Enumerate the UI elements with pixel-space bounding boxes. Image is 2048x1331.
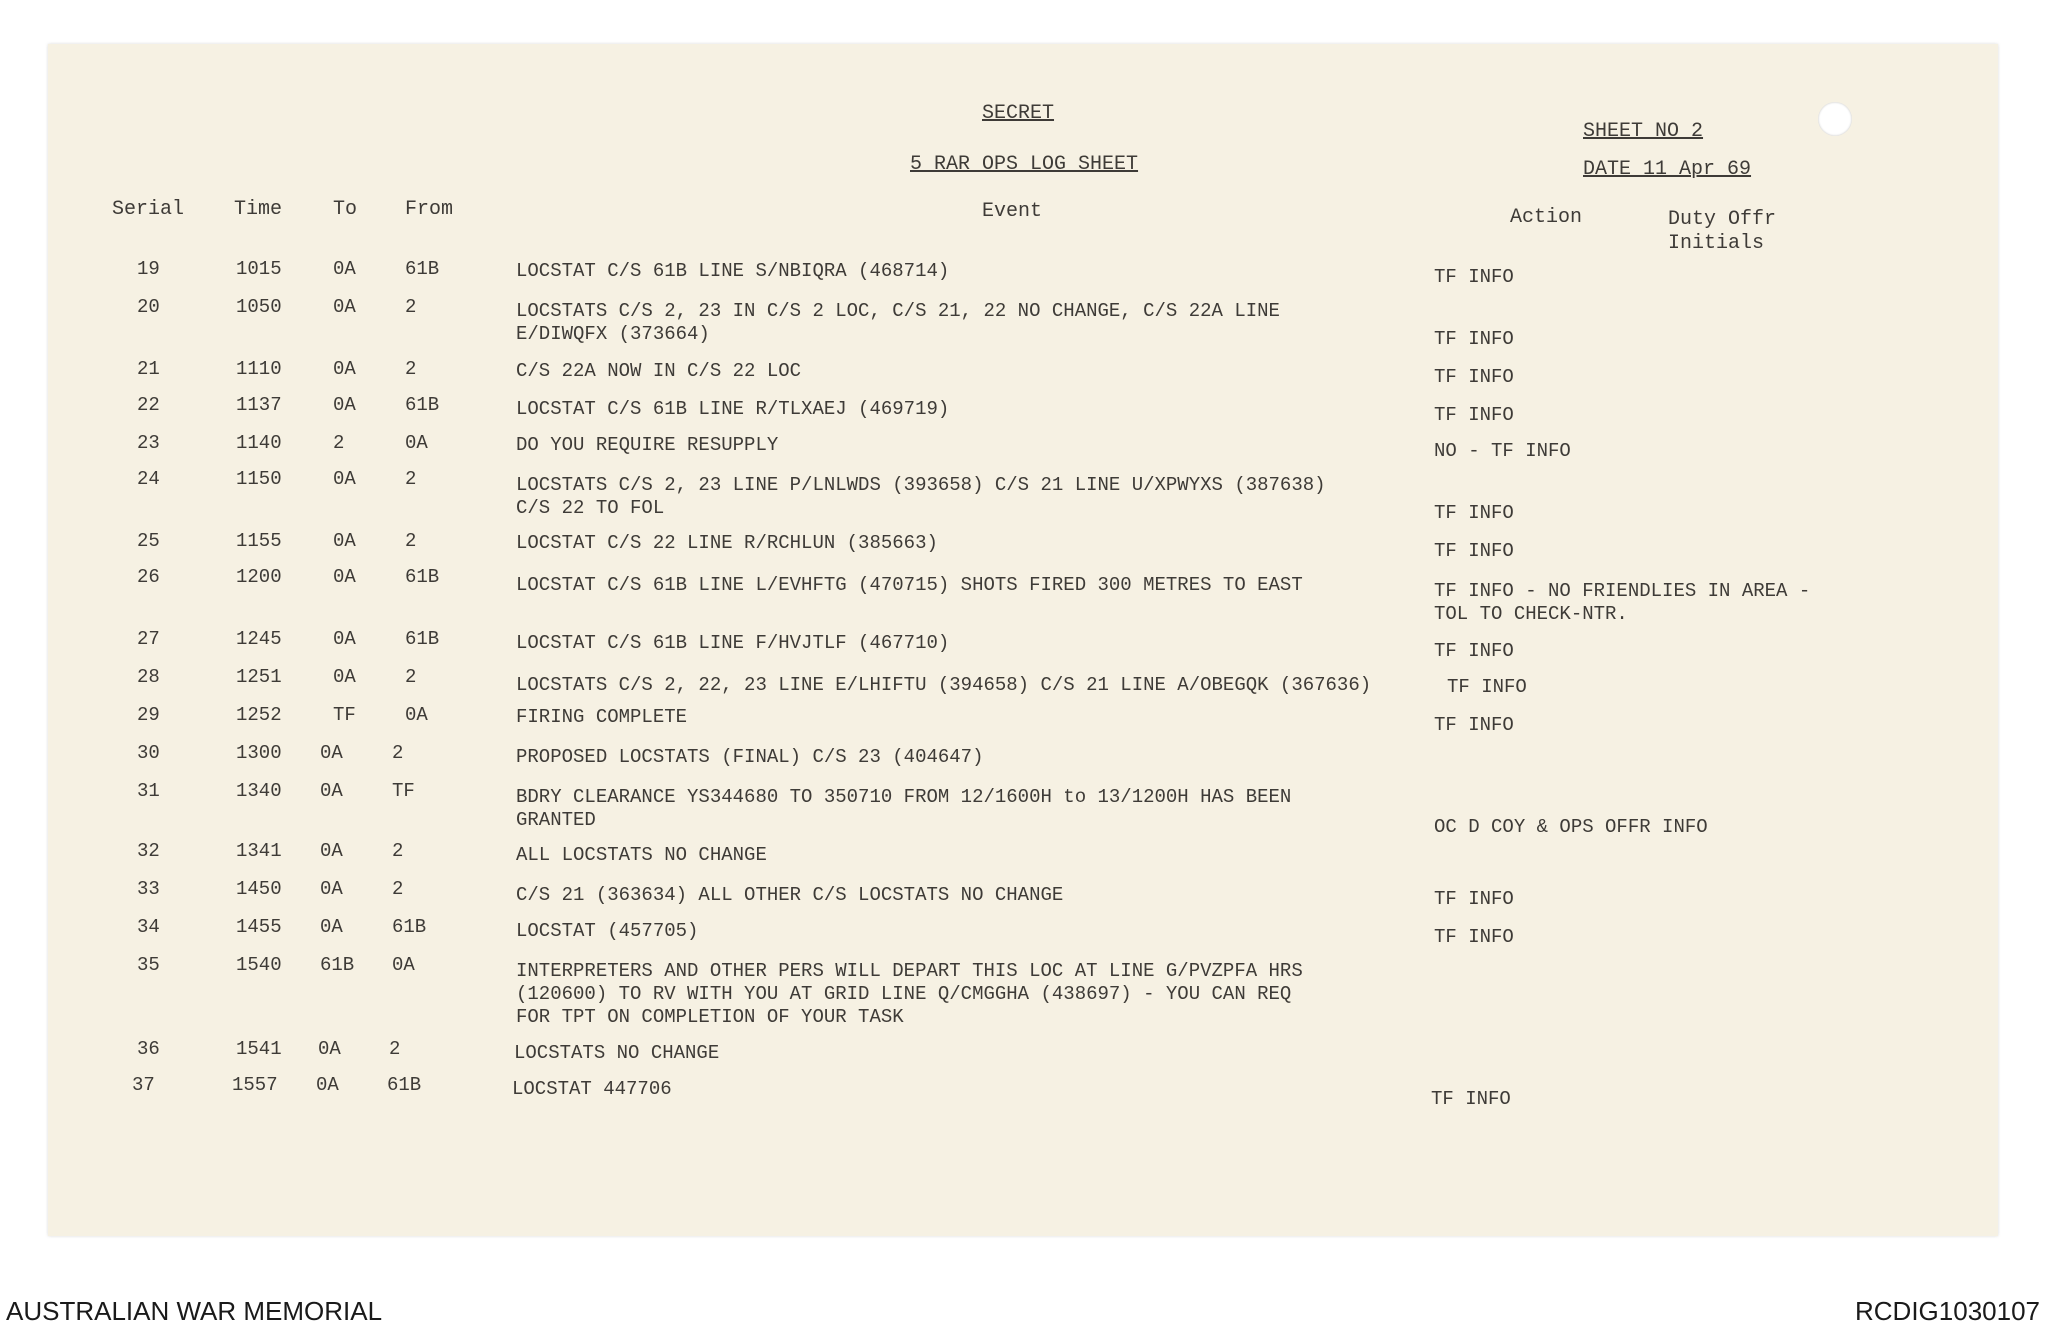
document-title: 5 RAR OPS LOG SHEET	[910, 153, 1139, 176]
entry-event: LOCSTATS C/S 2, 23 LINE P/LNLWDS (393658) C/S 21 LINE U/XPWYXS (387638) C/S 22 TO FOL	[516, 474, 1326, 519]
entry-to: TF	[333, 704, 356, 726]
entry-event: PROPOSED LOCSTATS (FINAL) C/S 23 (404647)	[516, 746, 984, 768]
entry-time: 1341	[236, 840, 282, 862]
entry-from: 61B	[405, 566, 440, 588]
entry-action: TF INFO	[1434, 404, 1514, 426]
column-header-initials: Initials	[1668, 232, 1765, 255]
entry-from: 2	[392, 742, 404, 764]
entry-to: 0A	[318, 1038, 341, 1060]
entry-from: 61B	[387, 1074, 422, 1096]
entry-from: 61B	[392, 916, 427, 938]
entry-serial: 24	[137, 468, 160, 490]
entry-from: 61B	[405, 394, 440, 416]
entry-time: 1557	[232, 1074, 278, 1096]
column-header-action: Action	[1510, 206, 1583, 229]
entry-to: 2	[333, 432, 345, 454]
entry-action: TF INFO	[1431, 1088, 1511, 1110]
entry-from: 2	[405, 468, 417, 490]
entry-serial: 31	[137, 780, 160, 802]
entry-to: 61B	[320, 954, 355, 976]
entry-time: 1541	[236, 1038, 282, 1060]
entry-action: TF INFO - NO FRIENDLIES IN AREA - TOL TO CHECK-NTR.	[1434, 580, 1811, 625]
entry-action: TF INFO	[1434, 926, 1514, 948]
entry-from: 2	[389, 1038, 401, 1060]
column-header-time: Time	[234, 198, 283, 221]
classification-heading: SECRET	[982, 102, 1055, 125]
entry-serial: 19	[137, 258, 160, 280]
entry-action: OC D COY & OPS OFFR INFO	[1434, 816, 1708, 838]
entry-time: 1050	[236, 296, 282, 318]
entry-to: 0A	[333, 394, 356, 416]
entry-action: TF INFO	[1434, 714, 1514, 736]
entry-event: LOCSTAT (457705)	[516, 920, 699, 942]
entry-event: BDRY CLEARANCE YS344680 TO 350710 FROM 12/1600H to 13/1200H HAS BEEN GRANTED	[516, 786, 1292, 831]
column-header-to: To	[333, 198, 358, 221]
entry-serial: 37	[132, 1074, 155, 1096]
entry-to: 0A	[333, 628, 356, 650]
entry-serial: 26	[137, 566, 160, 588]
entry-to: 0A	[333, 468, 356, 490]
punch-hole	[1818, 102, 1852, 136]
entry-serial: 28	[137, 666, 160, 688]
entry-from: 2	[405, 296, 417, 318]
entry-action: TF INFO	[1434, 266, 1514, 288]
entry-time: 1110	[236, 358, 282, 380]
entry-action: TF INFO	[1447, 676, 1527, 698]
entry-to: 0A	[333, 666, 356, 688]
column-header-duty-offr: Duty Offr	[1668, 208, 1777, 231]
entry-event: LOCSTAT C/S 61B LINE R/TLXAEJ (469719)	[516, 398, 950, 420]
entry-time: 1340	[236, 780, 282, 802]
entry-serial: 30	[137, 742, 160, 764]
entry-time: 1200	[236, 566, 282, 588]
entry-to: 0A	[333, 296, 356, 318]
entry-action: TF INFO	[1434, 366, 1514, 388]
entry-time: 1450	[236, 878, 282, 900]
entry-action: TF INFO	[1434, 888, 1514, 910]
entry-action: TF INFO	[1434, 502, 1514, 524]
entry-to: 0A	[333, 258, 356, 280]
entry-action: TF INFO	[1434, 540, 1514, 562]
entry-from: 2	[405, 358, 417, 380]
entry-from: 2	[392, 878, 404, 900]
entry-event: LOCSTAT C/S 22 LINE R/RCHLUN (385663)	[516, 532, 938, 554]
entry-time: 1251	[236, 666, 282, 688]
entry-serial: 35	[137, 954, 160, 976]
column-header-event: Event	[982, 200, 1043, 223]
entry-serial: 29	[137, 704, 160, 726]
entry-to: 0A	[333, 530, 356, 552]
entry-to: 0A	[316, 1074, 339, 1096]
entry-event: LOCSTAT C/S 61B LINE L/EVHFTG (470715) SHOTS FIRED 300 METRES TO EAST	[516, 574, 1303, 596]
entry-to: 0A	[333, 566, 356, 588]
entry-serial: 34	[137, 916, 160, 938]
entry-from: TF	[392, 780, 415, 802]
entry-to: 0A	[320, 840, 343, 862]
entry-to: 0A	[320, 878, 343, 900]
sheet-date: DATE 11 Apr 69	[1583, 158, 1752, 181]
entry-serial: 21	[137, 358, 160, 380]
entry-time: 1245	[236, 628, 282, 650]
column-header-serial: Serial	[112, 198, 185, 221]
entry-serial: 23	[137, 432, 160, 454]
entry-event: LOCSTATS C/S 2, 23 IN C/S 2 LOC, C/S 21, 22 NO CHANGE, C/S 22A LINE E/DIWQFX (373664)	[516, 300, 1280, 345]
entry-serial: 22	[137, 394, 160, 416]
footer-reference-id: RCDIG1030107	[1855, 1296, 2040, 1326]
entry-to: 0A	[320, 916, 343, 938]
entry-from: 61B	[405, 258, 440, 280]
entry-from: 61B	[405, 628, 440, 650]
sheet-number: SHEET NO 2	[1583, 120, 1704, 143]
entry-serial: 25	[137, 530, 160, 552]
entry-to: 0A	[333, 358, 356, 380]
entry-event: C/S 22A NOW IN C/S 22 LOC	[516, 360, 802, 382]
entry-from: 2	[405, 666, 417, 688]
entry-from: 2	[405, 530, 417, 552]
entry-serial: 33	[137, 878, 160, 900]
entry-event: LOCSTAT C/S 61B LINE F/HVJTLF (467710)	[516, 632, 950, 654]
entry-serial: 32	[137, 840, 160, 862]
entry-from: 2	[392, 840, 404, 862]
entry-serial: 27	[137, 628, 160, 650]
entry-serial: 36	[137, 1038, 160, 1060]
entry-action: TF INFO	[1434, 328, 1514, 350]
entry-event: LOCSTATS NO CHANGE	[514, 1042, 720, 1064]
entry-time: 1540	[236, 954, 282, 976]
entry-event: LOCSTAT 447706	[512, 1078, 672, 1100]
entry-action: TF INFO	[1434, 640, 1514, 662]
footer-institution: AUSTRALIAN WAR MEMORIAL	[6, 1296, 383, 1326]
column-header-from: From	[405, 198, 454, 221]
entry-event: INTERPRETERS AND OTHER PERS WILL DEPART THIS LOC AT LINE G/PVZPFA HRS (120600) TO RV WITH YOU AT GRID LINE Q/CMGGHA (438697) - YOU CAN REQ FOR TPT ON COMPLETION OF YOUR TASK	[516, 960, 1303, 1028]
entry-time: 1137	[236, 394, 282, 416]
entry-to: 0A	[320, 780, 343, 802]
entry-time: 1140	[236, 432, 282, 454]
entry-action: NO - TF INFO	[1434, 440, 1571, 462]
entry-time: 1252	[236, 704, 282, 726]
entry-time: 1300	[236, 742, 282, 764]
entry-event: DO YOU REQUIRE RESUPPLY	[516, 434, 779, 456]
entry-to: 0A	[320, 742, 343, 764]
entry-from: 0A	[392, 954, 415, 976]
entry-from: 0A	[405, 704, 428, 726]
entry-time: 1455	[236, 916, 282, 938]
entry-time: 1150	[236, 468, 282, 490]
entry-time: 1155	[236, 530, 282, 552]
entry-event: ALL LOCSTATS NO CHANGE	[516, 844, 767, 866]
entry-from: 0A	[405, 432, 428, 454]
entry-event: C/S 21 (363634) ALL OTHER C/S LOCSTATS NO CHANGE	[516, 884, 1064, 906]
entry-event: LOCSTAT C/S 61B LINE S/NBIQRA (468714)	[516, 260, 950, 282]
entry-event: FIRING COMPLETE	[516, 706, 688, 728]
entry-serial: 20	[137, 296, 160, 318]
entry-event: LOCSTATS C/S 2, 22, 23 LINE E/LHIFTU (394658) C/S 21 LINE A/OBEGQK (367636)	[516, 674, 1372, 696]
entry-time: 1015	[236, 258, 282, 280]
